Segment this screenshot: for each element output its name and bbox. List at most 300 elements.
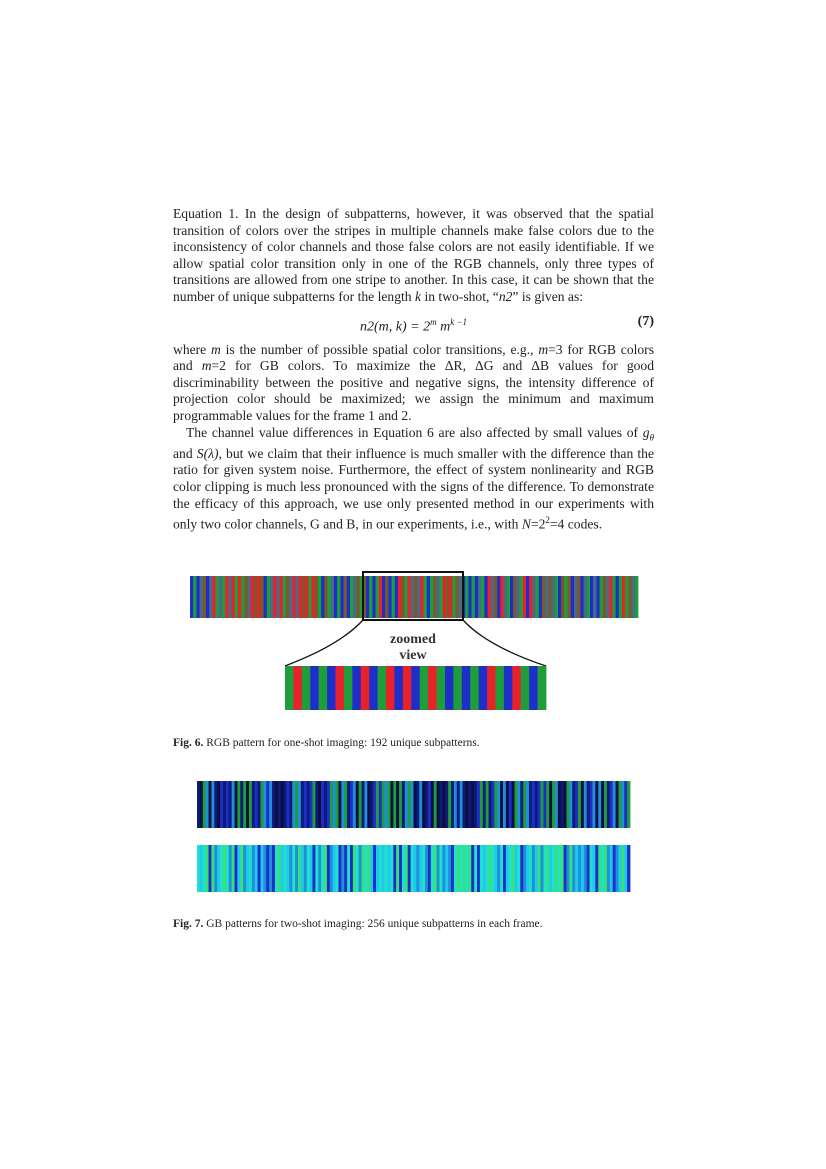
stripe [445, 666, 454, 710]
stripe [520, 576, 524, 618]
stripe [235, 845, 238, 892]
stripe [627, 781, 630, 828]
stripe [267, 576, 271, 618]
stripe [497, 781, 500, 828]
stripe [312, 576, 316, 618]
stripe [590, 576, 594, 618]
stripe [298, 845, 301, 892]
stripe [341, 781, 344, 828]
stripe [310, 845, 313, 892]
stripe [232, 576, 236, 618]
stripe [541, 845, 544, 892]
stripe [318, 781, 321, 828]
stripe [321, 576, 325, 618]
stripe [249, 781, 252, 828]
stripe [584, 781, 587, 828]
stripe [468, 845, 471, 892]
stripe [618, 845, 621, 892]
stripe [621, 845, 624, 892]
stripe [379, 576, 383, 618]
stripe [628, 576, 632, 618]
stripe [212, 576, 216, 618]
stripe [497, 845, 500, 892]
stripe [286, 576, 290, 618]
stripe [197, 781, 200, 828]
stripe [478, 576, 482, 618]
stripe [506, 781, 509, 828]
stripe [344, 666, 353, 710]
stripe [572, 845, 575, 892]
stripe [532, 576, 536, 618]
fig6-zoom-line-left [285, 620, 363, 666]
stripe [286, 781, 289, 828]
stripe [336, 666, 345, 710]
stripe [474, 845, 477, 892]
stripe [321, 781, 324, 828]
stripe [254, 576, 258, 618]
stripe [318, 845, 321, 892]
stripe [483, 781, 486, 828]
stripe [574, 576, 578, 618]
stripe [520, 781, 523, 828]
stripe [470, 666, 479, 710]
stripe [379, 845, 382, 892]
stripe [558, 576, 562, 618]
stripe [366, 576, 370, 618]
stripe [328, 576, 332, 618]
stripe [304, 781, 307, 828]
stripe [569, 845, 572, 892]
stripe [203, 781, 206, 828]
stripe [577, 576, 581, 618]
stripe [301, 845, 304, 892]
stripe [503, 845, 506, 892]
paragraph-3: The channel value differences in Equation 6 are also affected by small values of $g_\theta$ and S(λ), but we claim that their influence is much smaller with the difference than the ratio for given system noise. Furthermore, the effect of system nonlinearity and RGB color clipping is much less pronounced with the signs of the difference. To demonstrate the efficacy of this approach, we use only presented method in our experiments with only two color channels, G and B, in our experiments, i.e., with $N=2^2=4$ codes. [173, 424, 654, 532]
fig7-frame2-stripe-bar [197, 845, 630, 892]
stripe [331, 576, 335, 618]
stripe [237, 845, 240, 892]
stripe [566, 845, 569, 892]
stripe [379, 781, 382, 828]
stripe [340, 576, 344, 618]
stripe [252, 845, 255, 892]
stripe [587, 781, 590, 828]
stripe [471, 845, 474, 892]
stripe [465, 845, 468, 892]
stripe [414, 781, 417, 828]
stripe [523, 845, 526, 892]
stripe [214, 845, 217, 892]
stripe [448, 781, 451, 828]
stripe [607, 845, 610, 892]
stripe [232, 781, 235, 828]
stripe [459, 576, 463, 618]
paragraph-1: Equation 1. In the design of subpatterns, however, it was observed that the spatial transition of colors over the stripes in multiple channels make false colors due to the inconsistency of color channels and those false colors are not easily identifiable. If we allow spatial color transition only in one of the RGB channels, only three types of transitions are allowed from one stripe to another. In this case, it can be shown that the number of unique subpatterns for the length k in two-shot, “n2” is given as: [173, 206, 654, 304]
stripe [613, 781, 616, 828]
stripe [446, 576, 450, 618]
stripe [535, 845, 538, 892]
stripe [434, 781, 437, 828]
stripe [497, 576, 501, 618]
stripe [321, 845, 324, 892]
stripe [587, 845, 590, 892]
stripe [238, 576, 242, 618]
stripe [456, 576, 460, 618]
stripe [618, 781, 621, 828]
stripe [564, 781, 567, 828]
stripe [197, 845, 200, 892]
stripe [521, 666, 530, 710]
stripe [512, 845, 515, 892]
stripe [405, 781, 408, 828]
stripe [622, 576, 626, 618]
paragraph-2: where m is the number of possible spatial color transitions, e.g., m=3 for RGB colors and m=2 for GB colors. To maximize the ΔR, ΔG and ΔB values for good discriminability between the positive and negative signs, the intensity difference of projection color should be maximized; we assign the minimum and maximum programmable values for the frame 1 and 2. [173, 341, 655, 423]
stripe [517, 781, 520, 828]
stripe [190, 576, 194, 618]
stripe [292, 781, 295, 828]
stripe [255, 845, 258, 892]
stripe [549, 845, 552, 892]
equation-number: (7) [637, 313, 654, 329]
stripe [295, 845, 298, 892]
stripe [350, 845, 353, 892]
stripe [529, 845, 532, 892]
stripe [240, 845, 243, 892]
stripe [289, 845, 292, 892]
stripe [515, 781, 518, 828]
stripe [416, 845, 419, 892]
stripe [552, 781, 555, 828]
equation-expression: n2(m, $k) = 2^m$ $m^{k -1}$ [359, 316, 468, 335]
stripe [275, 845, 278, 892]
stripe [214, 781, 217, 828]
stripe [209, 845, 212, 892]
stripe [606, 576, 610, 618]
stripe [310, 666, 319, 710]
stripe [601, 781, 604, 828]
stripe [439, 781, 442, 828]
stripe [592, 781, 595, 828]
stripe [405, 845, 408, 892]
stripe [612, 576, 616, 618]
fig6-zoom-line-right [463, 620, 546, 666]
stripe [223, 845, 226, 892]
stripe [414, 845, 417, 892]
stripe [367, 781, 370, 828]
stripe [278, 845, 281, 892]
stripe [266, 845, 269, 892]
stripe [255, 781, 258, 828]
stripe [350, 576, 354, 618]
stripe [543, 781, 546, 828]
stripe [609, 576, 613, 618]
stripe [529, 666, 538, 710]
stripe [367, 845, 370, 892]
stripe [520, 845, 523, 892]
stripe [507, 576, 511, 618]
stripe [359, 781, 362, 828]
stripe [460, 781, 463, 828]
stripe [503, 781, 506, 828]
stripe [362, 845, 365, 892]
stripe [590, 781, 593, 828]
stripe [289, 781, 292, 828]
stripe [477, 845, 480, 892]
stripe [494, 845, 497, 892]
stripe [385, 845, 388, 892]
stripe [616, 781, 619, 828]
stripe [373, 781, 376, 828]
stripe [217, 845, 220, 892]
stripe [392, 576, 396, 618]
stripe [312, 845, 315, 892]
stripe [356, 781, 359, 828]
stripe [430, 576, 434, 618]
stripe [235, 781, 238, 828]
stripe [402, 781, 405, 828]
stripe [443, 576, 447, 618]
stripe [581, 781, 584, 828]
stripe [529, 576, 533, 618]
stripe [216, 576, 220, 618]
stripe [382, 845, 385, 892]
stripe [448, 845, 451, 892]
stripe [246, 781, 249, 828]
stripe [330, 845, 333, 892]
stripe [364, 845, 367, 892]
stripe [264, 576, 268, 618]
stripe [243, 845, 246, 892]
stripe [625, 576, 629, 618]
stripe [548, 576, 552, 618]
stripe [356, 576, 360, 618]
stripe [610, 781, 613, 828]
stripe [396, 781, 399, 828]
stripe [442, 845, 445, 892]
stripe [468, 576, 472, 618]
stripe [500, 845, 503, 892]
stripe [228, 576, 232, 618]
stripe [479, 666, 488, 710]
stripe [275, 781, 278, 828]
stripe [404, 576, 408, 618]
stripe [595, 781, 598, 828]
stripe [627, 845, 630, 892]
stripe [549, 781, 552, 828]
stripe [248, 576, 252, 618]
stripe [330, 781, 333, 828]
stripe [390, 781, 393, 828]
stripe [395, 576, 399, 618]
stripe [616, 845, 619, 892]
stripe [568, 576, 572, 618]
stripe [477, 781, 480, 828]
stripe [338, 781, 341, 828]
stripe [232, 845, 235, 892]
stripe [481, 576, 485, 618]
stripe [538, 666, 547, 710]
stripe [539, 576, 543, 618]
stripe [543, 845, 546, 892]
stripe [347, 781, 350, 828]
stripe [359, 845, 362, 892]
stripe [281, 845, 284, 892]
stripe [613, 845, 616, 892]
stripe [584, 576, 588, 618]
stripe [269, 845, 272, 892]
stripe [483, 845, 486, 892]
stripe [509, 781, 512, 828]
stripe [454, 845, 457, 892]
stripe [552, 845, 555, 892]
stripe [220, 845, 223, 892]
stripe [491, 576, 495, 618]
stripe [370, 781, 373, 828]
stripe [484, 576, 488, 618]
stripe [468, 781, 471, 828]
stripe [310, 781, 313, 828]
stripe [487, 666, 496, 710]
stripe [220, 781, 223, 828]
stripe [217, 781, 220, 828]
stripe [203, 576, 207, 618]
stripe [451, 781, 454, 828]
stripe [344, 781, 347, 828]
stripe [296, 576, 300, 618]
stripe [436, 576, 440, 618]
stripe [532, 845, 535, 892]
stripe [604, 845, 607, 892]
stripe [223, 781, 226, 828]
stripe [411, 666, 420, 710]
stripe [315, 576, 319, 618]
stripe [590, 845, 593, 892]
stripe [504, 576, 508, 618]
stripe [229, 845, 232, 892]
stripe [393, 781, 396, 828]
stripe [334, 576, 338, 618]
stripe [385, 576, 389, 618]
stripe [278, 781, 281, 828]
stripe [472, 576, 476, 618]
stripe [584, 845, 587, 892]
stripe [552, 576, 556, 618]
stripe [433, 576, 437, 618]
stripe [402, 845, 405, 892]
stripe [337, 576, 341, 618]
stripe [538, 781, 541, 828]
stripe [624, 781, 627, 828]
stripe [526, 845, 529, 892]
stripe [417, 576, 421, 618]
stripe [411, 576, 415, 618]
stripe [603, 576, 607, 618]
stripe [249, 845, 252, 892]
stripe [376, 845, 379, 892]
stripe [350, 781, 353, 828]
stripe [324, 845, 327, 892]
stripe [361, 666, 370, 710]
stripe [578, 781, 581, 828]
stripe [226, 845, 229, 892]
stripe [513, 576, 517, 618]
stripe [292, 576, 296, 618]
stripe [257, 576, 261, 618]
stripe [200, 845, 203, 892]
stripe [284, 781, 287, 828]
stripe [352, 666, 361, 710]
stripe [324, 576, 328, 618]
stripe [572, 781, 575, 828]
fig7-caption: Fig. 7. GB patterns for two-shot imaging: 256 unique subpatterns in each frame. [173, 918, 543, 930]
stripe [457, 781, 460, 828]
stripe [327, 845, 330, 892]
stripe [206, 576, 210, 618]
stripe [372, 576, 376, 618]
stripe [422, 845, 425, 892]
stripe [578, 845, 581, 892]
stripe [546, 781, 549, 828]
stripe [437, 845, 440, 892]
stripe [516, 576, 520, 618]
stripe [486, 781, 489, 828]
stripe [281, 781, 284, 828]
stripe [564, 845, 567, 892]
stripe [564, 576, 568, 618]
stripe [261, 781, 264, 828]
stripe [593, 576, 597, 618]
stripe [596, 576, 600, 618]
fig7-frame1-stripe-bar [197, 781, 630, 828]
stripe [399, 781, 402, 828]
stripe [619, 576, 623, 618]
stripe [451, 845, 454, 892]
stripe [555, 576, 559, 618]
stripe [517, 845, 520, 892]
stripe [251, 576, 255, 618]
stripe [555, 845, 558, 892]
stripe [489, 781, 492, 828]
stripe [523, 576, 527, 618]
stripe [558, 845, 561, 892]
stripe [225, 576, 229, 618]
stripe [411, 781, 414, 828]
stripe [200, 781, 203, 828]
stripe [263, 781, 266, 828]
stripe [462, 666, 471, 710]
stripe [258, 781, 261, 828]
stripe [252, 781, 255, 828]
stripe [353, 781, 356, 828]
stripe [369, 576, 373, 618]
stripe [437, 781, 440, 828]
stripe [480, 781, 483, 828]
stripe [324, 781, 327, 828]
stripe [434, 845, 437, 892]
stripe [545, 576, 549, 618]
fig6-caption: Fig. 6. RGB pattern for one-shot imaging: 192 unique subpatterns. [173, 737, 480, 749]
stripe [388, 576, 392, 618]
stripe [422, 781, 425, 828]
stripe [206, 845, 209, 892]
stripe [315, 845, 318, 892]
stripe [270, 576, 274, 618]
stripe [353, 845, 356, 892]
stripe [465, 781, 468, 828]
zoomed-view-label: zoomed view [390, 632, 436, 663]
stripe [393, 845, 396, 892]
stripe [610, 845, 613, 892]
